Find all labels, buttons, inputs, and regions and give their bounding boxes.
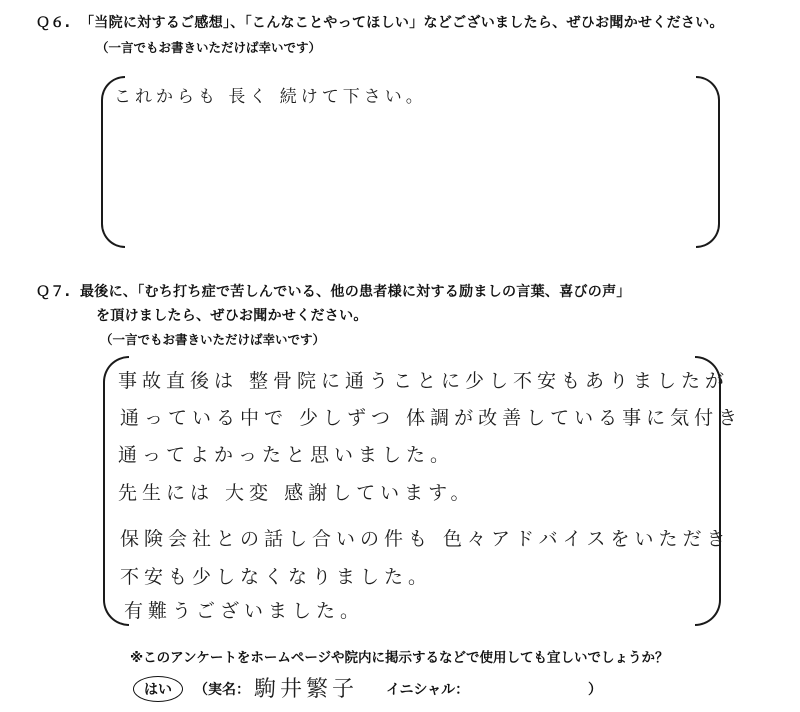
q6-bracket-right — [696, 76, 720, 248]
q7-hint: （一言でもお書きいただけば幸いです） — [100, 332, 326, 347]
q7-answer-line: 不安も少しなくなりました。 — [120, 566, 433, 588]
q6-heading — [36, 12, 724, 32]
q6-answer-line: これからも 長く 続けて下さい。 — [114, 87, 427, 107]
q7-answer-line: 通っている中で 少しずつ 体調が改善している事に気付き — [120, 407, 743, 429]
q7-line1: 最後に、「むち打ち症で苦しんでいる、他の患者様に対する励ましの言葉、喜びの声」 — [80, 284, 631, 300]
q6-text: 「当院に対するご感想」、「こんなことやってほしい」などございましたら、ぜひお聞かせください。 — [80, 15, 724, 31]
q7-answer-line: 通ってよかったと思いました。 — [118, 444, 455, 466]
q7-line2: を頂けましたら、ぜひお聞かせください。 — [96, 308, 368, 324]
consent-question: ※このアンケートをホームページや院内に掲示するなどで使用しても宜しいでしょうか？ — [130, 650, 669, 666]
q6-hint: （一言でもお書きいただけば幸いです） — [96, 40, 322, 55]
real-name-label: （実名： — [194, 682, 250, 698]
q7-heading — [36, 281, 631, 301]
q7-number: Ｑ７. — [36, 284, 71, 300]
q7-bracket-right — [695, 356, 721, 626]
real-name-value: 駒井繁子 — [254, 677, 359, 702]
initial-label: イニシャル： — [386, 682, 470, 698]
q7-answer-line: 保険会社との話し合いの件も 色々アドバイスをいただき — [120, 528, 731, 550]
consent-close-paren: ） — [588, 682, 602, 698]
q7-answer-line: 有難うございました。 — [124, 600, 365, 622]
q7-answer-line: 先生には 大変 感謝しています。 — [118, 482, 475, 504]
q6-number: Ｑ６. — [36, 15, 71, 31]
q7-answer-line: 事故直後は 整骨院に通うことに少し不安もありましたが — [118, 370, 730, 392]
consent-yes[interactable]: はい — [144, 682, 172, 698]
